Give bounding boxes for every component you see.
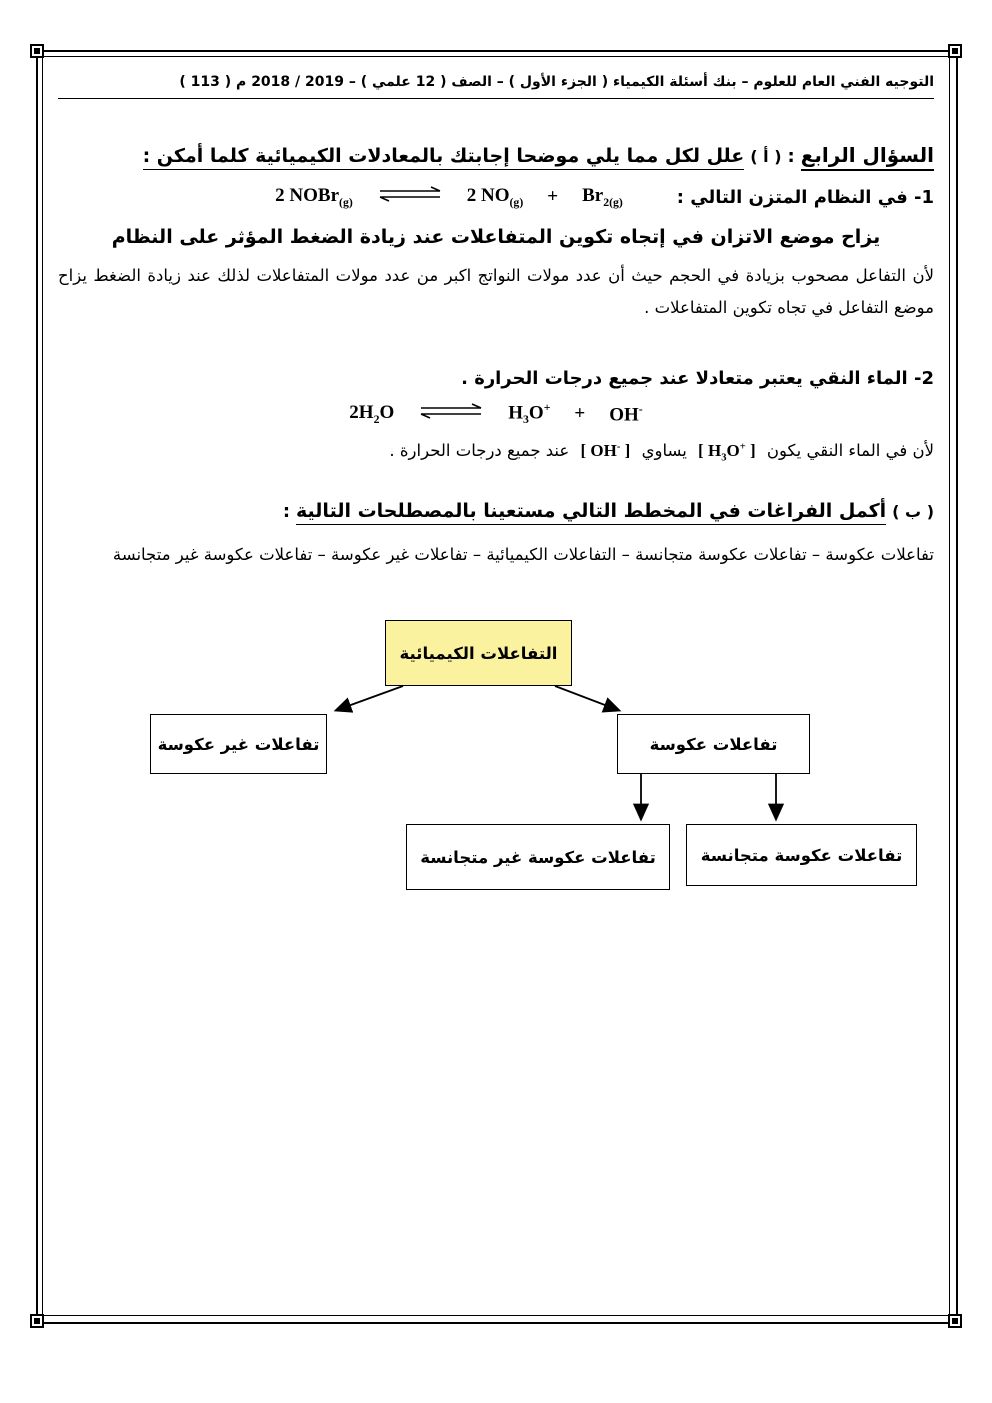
item-1-line	[58, 185, 934, 210]
hydronium-concentration-formula: [ $H_3O^+$ ]	[698, 441, 756, 464]
equation2-product-2: OH-	[609, 402, 643, 425]
question-four-colon: :	[787, 146, 795, 167]
item-2-lead: 2- الماء النقي يعتبر متعادلا عند جميع درجات الحرارة .	[461, 368, 934, 390]
flowchart-homogeneous-reversible-box: تفاعلات عكوسة متجانسة	[686, 824, 917, 886]
part-b-prompt: أكمل الفراغات في المخطط التالي مستعينا بالمصطلحات التالية	[296, 500, 886, 525]
part-b-colon: :	[282, 500, 291, 522]
equation1-reactant: 2 NOBr$_{(g)}$	[275, 185, 353, 209]
border-corner-ornament	[30, 1314, 44, 1328]
flowchart-reversible-box: تفاعلات عكوسة	[617, 714, 810, 774]
equation1-product-2: $Br_{2(g)}$	[582, 185, 623, 209]
equilibrium-equation-1	[275, 185, 623, 210]
page-content	[58, 72, 934, 912]
part-a-prompt: علل لكل مما يلي موضحا إجابتك بالمعادلات الكيميائية كلما أمكن :	[143, 145, 745, 170]
question-four-heading	[58, 143, 934, 167]
item-2-reason-part1: لأن في الماء النقي يكون	[766, 441, 934, 461]
equation1-plus-sign: +	[547, 186, 559, 208]
border-corner-ornament	[948, 44, 962, 58]
arrow-root-to-left	[337, 686, 403, 710]
item-2-reason-part2: عند جميع درجات الحرارة .	[389, 441, 570, 461]
item-2-equation-row	[58, 401, 934, 427]
equilibrium-equation-2	[349, 401, 642, 427]
item-2-reason	[58, 441, 934, 463]
item-1-reason: لأن التفاعل مصحوب بزيادة في الحجم حيث أن عدد مولات النواتج اكبر من عدد مولات المتفاعلات لذلك عند زيادة الضغط يزاح موضع التفاعل في تجاه تكوين المتفاعلات .	[58, 265, 934, 317]
flowchart	[58, 612, 934, 912]
border-corner-ornament	[948, 1314, 962, 1328]
flowchart-irreversible-box: تفاعلات غير عكوسة	[150, 714, 327, 774]
flowchart-heterogeneous-reversible-box: تفاعلات عكوسة غير متجانسة	[406, 824, 670, 890]
item-2-reason-equals: يساوي	[641, 441, 687, 461]
equation1-product-1: 2 $NO_{(g)}$	[466, 185, 524, 209]
item-1-answer: يزاح موضع الاتزان في إتجاه تكوين المتفاعلات عند زيادة الضغط المؤثر على النظام	[111, 225, 881, 248]
border-corner-ornament	[30, 44, 44, 58]
hydroxide-concentration-formula: [ OH- ]	[580, 441, 631, 461]
part-b-marker: ( ب )	[892, 501, 934, 521]
part-b-heading	[58, 500, 934, 522]
equilibrium-arrow-icon	[377, 186, 443, 208]
page-header	[58, 72, 934, 99]
arrow-root-to-right	[555, 686, 618, 710]
equation2-reactant: $2H_2O$	[349, 401, 395, 426]
header-academic-year: 2018 / 2019	[251, 74, 344, 90]
question-four-title: السؤال الرابع	[801, 143, 934, 171]
header-title-part1: التوجيه الفني العام للعلوم – بنك أسئلة الكيمياء ( الجزء الأول ) – الصف ( 12 علمي ) –	[348, 74, 934, 90]
flowchart-root-box: التفاعلات الكيميائية	[385, 620, 572, 686]
term-bank: تفاعلات عكوسة – تفاعلات عكوسة متجانسة – التفاعلات الكيميائية – تفاعلات غير عكوسة – تفاعلات عكوسة غير متجانسة	[112, 544, 934, 564]
part-a-marker: ( أ )	[750, 147, 782, 166]
equation2-plus-sign: +	[574, 403, 586, 425]
equilibrium-arrow-icon	[418, 403, 484, 425]
header-title-part2: م ( 113 )	[179, 74, 247, 90]
item-1-lead: 1- في النظام المتزن التالي :	[676, 186, 934, 208]
equation2-product-1: $H_3O^+$	[508, 401, 551, 427]
